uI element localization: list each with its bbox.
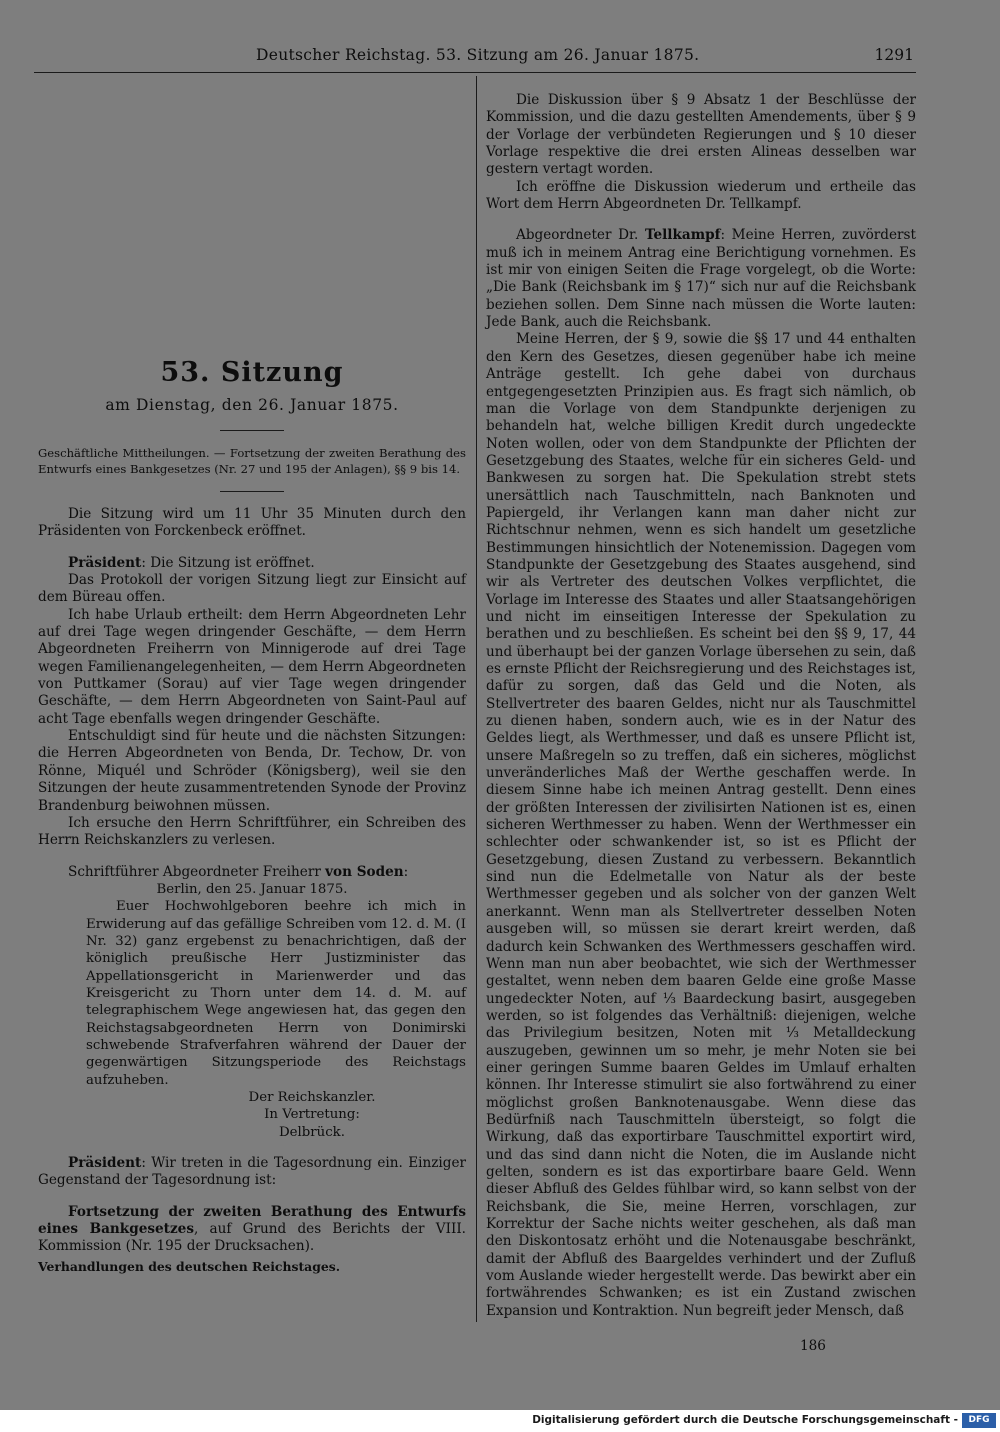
- speaker-name: von Soden: [325, 863, 404, 880]
- paragraph: Meine Herren, der § 9, sowie die §§ 17 und 44 enthalten den Kern des Gesetzes, diesen gegenüber habe ich meine Anträge gestellt. Ich gehe dabei von durchaus entgegengesetzten Prinzipien aus. Es fragt sich nämlich, ob man die Vorlage von dem Standpunkte derjenigen zu behandeln hat, welche billigen Kredit durch ungedeckte Noten wollen, oder von dem Standpunkte der Pflichten der Gesetzgebung des Staates, welche für ein sicheres Geld- und Bankwesen zu sorgen hat. Die Spekulation strebt stets unersättlich nach Tauschmitteln, nach Banknoten und Papiergeld, ihr Verlangen kann man daher nicht zur Richtschnur nehmen, wenn es sich handelt um gesetzliche Bestimmungen hinsichtlich der Notenemission. Dagegen vom Standpunkte der Gesetzgebung des Staates ausgehend, sind wir als Vertreter des deutschen Volkes verpflichtet, die Vorlage im Interesse des Staates und aller Staatsangehörigen und nicht im einseitigen Interesse der Spekulation zu berathen und zu beschließen. Es scheint bei den §§ 9, 17, 44 und überhaupt bei der ganzen Vorlage übersehen zu sein, daß es ernste Pflicht der Reichsregierung und des Reichstages ist, dafür zu sorgen, daß das Geld und die Noten, als Stellvertreter des baaren Geldes, nicht nur als Tauschmittel zu dienen haben, sondern auch, wie es in der Natur des Geldes liegt, als Werthmesser, und daß es unsere Pflicht ist, unsere Maßregeln so zu treffen, daß ein sicheres, möglichst unveränderliches Maß der Werthe geschaffen werde. In diesem Sinne habe ich meinen Antrag gestellt. Denn eines der größten Interessen der zivilisirten Nationen ist es, einen sicheren Werthmesser zu haben. Wenn der Werthmesser ein schlechter oder schwankender ist, so ist es Pflicht der Gesetzgebung, diesen Zustand zu verbessern. Bekanntlich sind nun die Edelmetalle von Natur als der beste Werthmesser gegeben und als solcher von der ganzen Welt anerkannt. Wenn man als Stellvertreter desselben Noten ausgeben will, so müssen sie derart kreirt werden, daß dadurch kein Schwanken des Werthmessers geschaffen wird. Wenn man nun aber beobachtet, wie sich der Werthmesser gestaltet, wenn neben dem baaren Gelde eine große Masse ungedeckter Noten, auf ⅓ Baardeckung basirt, ausgegeben werden, so ist folgendes das Verhältniß: diejenigen, welche das Privilegium besitzen, Noten mit ⅓ Metalldeckung auszugeben, gewinnen um so mehr, je mehr Noten sie bei einer geringen Summe baaren Geldes im Umlauf erhalten können. Ihr Interesse stimulirt sie also fortwährend zu einer möglichst großen Banknotenausgabe. Wenn diese das Bedürfniß nach Tauschmitteln übersteigt, so folgt die Wirkung, daß das exportirbare Tauschmittel exportirt wird, und das sind dann nicht die Noten, die im Auslande nicht gelten, sondern es ist das exportirbare baare Geld. Wenn dieser Abfluß des Geldes fühlbar wird, so kann selbst von der Reichsbank, die Sie, meine Herren, vorschlagen, zur Korrektur der Sache nichts weiter geschehen, als daß man den Diskontosatz erhöht und die Notenausgabe beschränkt, damit der Abfluß des Baargeldes verhindert und der Zufluß vom Auslande wieder hergestellt werde. Das bewirkt aber ein fortwährendes Schwanken; es ist ein Zustand zwischen Expansion und Kontraktion. Nun begreift jeder Mensch, daß: [486, 331, 917, 1319]
- short-rule: [220, 430, 284, 431]
- header-rule: [34, 72, 916, 73]
- paragraph: Die Sitzung wird um 11 Uhr 35 Minuten durch den Präsidenten von Forckenbeck eröffnet.: [38, 506, 466, 540]
- session-title: 53. Sitzung: [160, 357, 344, 388]
- letter-signature: Delbrück.: [279, 1124, 345, 1140]
- paragraph: Schriftführer Abgeordneter Freiherr von Soden:: [68, 863, 409, 880]
- paragraph: Fortsetzung der zweiten Berathung des Entwurfs eines Bankgesetzes, auf Grund des Berichts der VIII. Kommission (Nr. 195 der Drucksachen).: [38, 1203, 467, 1255]
- speaker-name: Präsident: [68, 1155, 142, 1172]
- paragraph: Präsident: Wir treten in die Tagesordnung ein. Einziger Gegenstand der Tagesordnung ist:: [38, 1155, 466, 1189]
- footer-note: Verhandlungen des deutschen Reichstages.: [38, 1258, 341, 1274]
- page-number: 1291: [874, 46, 914, 64]
- letter-signature: In Vertretung:: [264, 1107, 360, 1123]
- right-column: [486, 92, 916, 1320]
- letter-body: Euer Hochwohlgeboren beehre ich mich in Erwiderung auf das gefällige Schreiben vom 12. d. M. (I Nr. 32) ganz ergebenst zu benachrichtigen, daß der königlich preußische Herr Justizminister das Appellationsgericht in Marienwerder und das Kreisgericht zu Thorn unter dem 14. d. M. auf telegraphischem Wege angewiesen hat, das gegen den Reichstagsabgeordneten Herrn von Donimirski schwebende Strafverfahren während der Dauer der gegenwärtigen Sitzungsperiode des Reichstags aufzuheben.: [86, 899, 466, 1088]
- session-summary: Geschäftliche Mittheilungen. — Fortsetzung der zweiten Berathung des Entwurfs eines Bankgesetzes (Nr. 27 und 195 der Anlagen), §§ 9 bis 14.: [38, 446, 466, 476]
- digitization-credit: Digitalisierung gefördert durch die Deutsche Forschungsgemeinschaft -: [532, 1414, 958, 1426]
- speaker-name: Tellkampf: [644, 227, 721, 244]
- sheet-number: 186: [800, 1338, 826, 1354]
- paragraph: Ich habe Urlaub ertheilt: dem Herrn Abgeordneten Lehr auf drei Tage wegen dringender Geschäfte, — dem Herrn Abgeordneten Freiherrn von Minnigerode auf drei Tage wegen Familienangelegenheiten, — dem Herrn Abgeordneten von Puttkamer (Sorau) auf vier Tage wegen dringender Geschäfte, — dem Herrn Abgeordneten von Saint-Paul auf acht Tage ebenfalls wegen dringender Geschäfte.: [38, 606, 466, 727]
- letter-place-date: Berlin, den 25. Januar 1875.: [156, 881, 348, 897]
- session-date: am Dienstag, den 26. Januar 1875.: [105, 396, 399, 414]
- page-header: [0, 44, 1000, 70]
- letter: [38, 881, 466, 1141]
- paragraph: Das Protokoll der vorigen Sitzung liegt zur Einsicht auf dem Büreau offen.: [38, 572, 466, 606]
- paragraph: Ich ersuche den Herrn Schriftführer, ein Schreiben des Herrn Reichskanzlers zu verlesen.: [38, 814, 466, 849]
- paragraph: Die Diskussion über § 9 Absatz 1 der Beschlüsse der Kommission, und die dazu gestellten Amendements, über § 9 der Vorlage der verbündeten Regierungen und § 10 dieser Vorlage respektive die drei ersten Alineas desselben war gestern vertagt worden.: [486, 92, 916, 178]
- paragraph: Abgeordneter Dr. Tellkampf: Meine Herren, zuvörderst muß ich in meinem Antrag eine Berichtigung vornehmen. Es ist mir von einigen Seiten die Frage vorgelegt, ob die Worte: „Die Bank (Reichsbank im § 17)“ sich nur auf die Reichsbank beziehen sollen. Dem Sinne nach müssen die Worte lauten: Jede Bank, auch die Reichsbank.: [486, 227, 916, 331]
- speaker-name: Präsident: [68, 554, 142, 571]
- paragraph: Entschuldigt sind für heute und die nächsten Sitzungen: die Herren Abgeordneten von Benda, Dr. Techow, Dr. von Rönne, Miquél und Schröder (Königsberg), weil sie den Sitzungen der heute zusammentretenden Synode der Provinz Brandenburg beiwohnen müssen.: [38, 728, 466, 814]
- letter-signature: Der Reichskanzler.: [248, 1090, 376, 1105]
- paragraph: Präsident: Die Sitzung ist eröffnet.: [68, 554, 315, 571]
- running-title: Deutscher Reichstag. 53. Sitzung am 26. Januar 1875.: [256, 46, 700, 64]
- column-divider: [476, 76, 477, 1322]
- agenda-item: Fortsetzung der zweiten Berathung des Entwurfs eines Bankgesetzes: [38, 1203, 466, 1238]
- paragraph: Ich eröffne die Diskussion wiederum und ertheile das Wort dem Herrn Abgeordneten Dr. Tellkampf.: [486, 178, 916, 213]
- left-column: [38, 86, 466, 1275]
- short-rule: [220, 491, 284, 492]
- dfg-logo-icon: DFG: [962, 1413, 996, 1428]
